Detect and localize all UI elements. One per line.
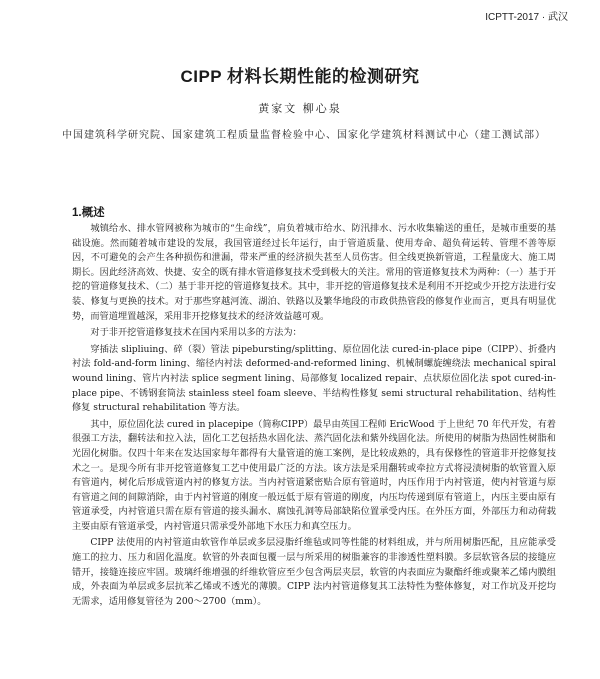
section-heading: 1.概述 [72,207,105,219]
paper-affiliation: 中国建筑科学研究院、国家建筑工程质量监督检验中心、国家化学建筑材料测试中心（建工测试部） [62,130,546,141]
conference-header: ICPTT-2017 · 武汉 [485,12,568,23]
paper-authors: 黄家文 柳心泉 [258,102,342,115]
paragraph-intro: 城镇给水、排水管网被称为城市的“生命线”，肩负着城市给水、防汛排水、污水收集输送的重任，是城市重要的基础设施。然而随着城市建设的发展，我国管道经过长年运行，由于管道质量、使用寿命、超负荷运转、管理不善等原因，不可避免的会产生各种损伤和泄漏，带来严重的经济损失甚至人员伤害。但全线更换新管道，工程量庞大、施工周期长。因此经济高效、快捷、安全的既有排水管道修复技术受到极大的关注。常用的管道修复技术为两种：（一）基于开挖的管道修复技术、（二）基于非开挖的管道修复技术。其中，非开挖的管道修复技术是利用不开挖或少开挖方法进行安装、修复与更换的技术。对于那些穿越河流、湖泊、铁路以及繁华地段的市政供热管段的修复作业而言，更具有明显优势，而管道埋置越深，采用非开挖修复技术的经济效益越可观。 [72,223,556,322]
section-body [72,222,556,611]
paper-title: CIPP 材料长期性能的检测研究 [180,67,420,86]
paragraph-cipp-liner: CIPP 法使用的内衬管道由软管作单层或多层浸脂纤维毡或同等性能的材料组成，并与所用树脂匹配，且应能承受施工的拉力、压力和固化温度。软管的外表面包覆一层与所采用的树脂兼容的非渗透性塑料膜。多层软管各层的接缝应错开，接缝连接应牢固。玻璃纤维增强的纤维软管应至少包含两层夹层，软管的内表面应为聚酯纤维或聚苯乙烯内膜组成，外表面为单层或多层抗苯乙烯或不透光的薄膜。CIPP 法内衬管道修复其工法特性为整体修复，对工作坑及开挖均无需求，适用修复管径为 200～2700（mm）。 [72,537,556,607]
paragraph-methods-list: 穿插法 slipliuing、碎（裂）管法 pipebursting/splitting、原位固化法 cured-in-place pipe（CIPP）、折叠内衬法 fold-and-form lining、缩径内衬法 deformed-and-reformed lining、机械制螺旋缠绕法 mechanical spiral wound lining、管片内衬法 splice segment lining、局部修复 localized repair、点状原位固化法 spot cured-in-place pipe、不锈钢套筒法 stainless steel foam sleeve、半结构性修复 semi structural rehabilitation、结构性修复 structural rehabilitation 等方法。 [72,343,556,414]
paragraph-methods-lead: 对于非开挖管道修复技术在国内采用以多的方法为： [90,327,302,339]
paragraph-cipp-description: 其中，原位固化法 cured in placepipe（简称CIPP）最早由英国工程师 EricWood 于上世纪 70 年代开发，有着很强工方法，翻转法和拉入法，固化工艺包括热水固化法、蒸汽固化法和紫外线固化法。所使用的树脂为热固性树脂和光固化树脂。仅四十年来在发达国家每年都得有大量管道的施工案例，是比较成熟的，具有保修性的管道非开挖修复技术之一。是现今所有非开挖管道修复工艺中使用最广泛的方法。该方法是采用翻转或牵拉方式将浸渍树脂的软管置入原有管道内，树化后形成管道内衬的修复方法。当内衬管道紧密贴合原有管道时，内压作用于内衬管道，使内衬管道与原有管道之间的间隙消除，由于内衬管道的刚度一般远低于原有管道的刚度，内压均传递到原有管道上，内压主要由原有管道承受，内衬管道只需在原有管道的接头漏水、腐蚀孔洞等局部缺陷位置承受内压。在外压方面，外部压力和动荷载主要由原有管道承受，内衬管道只需承受外部地下水压力和真空压力。 [72,418,556,532]
